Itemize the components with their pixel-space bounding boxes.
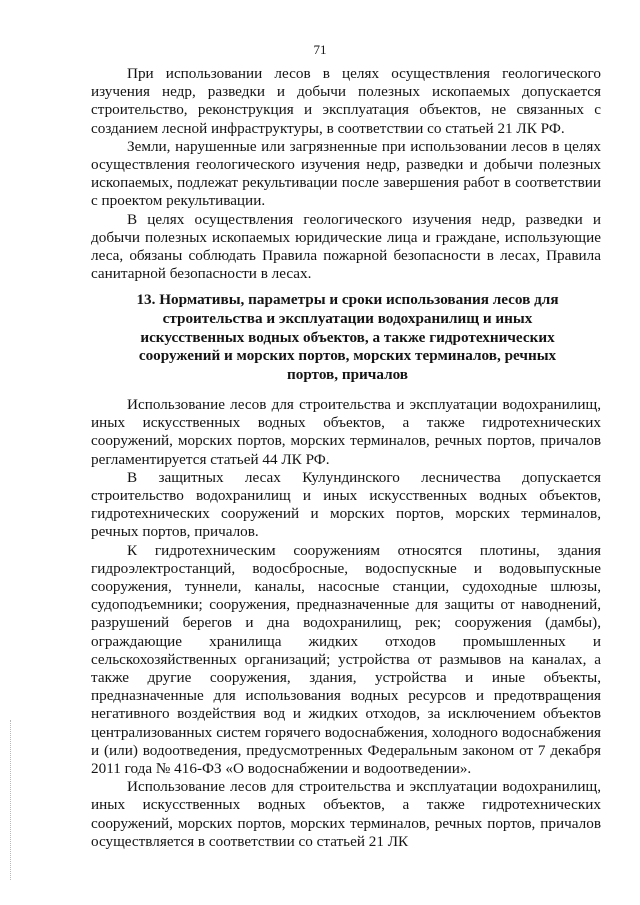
paragraph: Использование лесов для строительства и эксплуатации водохранилищ, иных искусственных водных объектов, а также гидротехнических сооружений, морских портов, морских терминалов, речных портов, причалов осуществляется в соответствии со статьей 21 ЛК — [91, 778, 601, 850]
text-block-bottom — [91, 396, 601, 851]
paragraph: При использовании лесов в целях осуществления геологического изучения недр, разведки и добычи полезных ископаемых допускается строительство, реконструкция и эксплуатация объектов, не связанных с созданием лесной инфраструктуры, в соответствии со статьей 21 ЛК РФ. — [91, 65, 601, 137]
paragraph: В целях осуществления геологического изучения недр, разведки и добычи полезных ископаемых юридические лица и граждане, использующие леса, обязаны соблюдать Правила пожарной безопасности в лесах, Правила санитарной безопасности в лесах. — [91, 210, 601, 283]
paragraph: В защитных лесах Кулундинского лесничества допускается строительство водохранилищ и иных искусственных водных объектов, гидротехнических сооружений и морских портов, морских терминалов, речных портов, причалов. — [91, 468, 601, 541]
text-block-top — [91, 65, 601, 283]
page-number: 71 — [313, 42, 327, 57]
paragraph: Земли, нарушенные или загрязненные при использовании лесов в целях осуществления геологического изучения недр, разведки и добычи полезных ископаемых, подлежат рекультивации после завершения работ в соответствии с проектом рекультивации. — [91, 137, 601, 210]
paragraph: Использование лесов для строительства и эксплуатации водохранилищ, иных искусственных водных объектов, а также гидротехнических сооружений, морских портов, морских терминалов, речных портов, причалов регламентируется статьей 44 ЛК РФ. — [91, 396, 601, 468]
scan-margin-mark — [10, 720, 12, 880]
paragraph: К гидротехническим сооружениям относятся плотины, здания гидроэлектростанций, водосбросные, водоспускные и водовыпускные сооружения, туннели, каналы, насосные станции, судоходные шлюзы, судоподъемники; сооружения, предназначенные для защиты от наводнений, разрушений берегов и дна водохранилищ, рек; сооружения (дамбы), ограждающие хранилища жидких отходов промышленных и сельскохозяйственных организаций; устройства от размывов на каналах, а также другие сооружения, здания, устройства и иные объекты, предназначенные для использования водных ресурсов и предотвращения негативного воздействия вод и жидких отходов, за исключением объектов централизованных систем горячего водоснабжения, холодного водоснабжения и (или) водоотведения, предусмотренных Федеральным законом от 7 декабря 2011 года № 416-ФЗ «О водоснабжении и водоотведении». — [91, 541, 601, 778]
section-heading: 13. Нормативы, параметры и сроки использования лесов для строительства и эксплуатации водохранилищ и иных искусственных водных объектов, а также гидротехнических сооружений и морских портов, морских терминалов, речных портов, причалов — [136, 291, 559, 384]
